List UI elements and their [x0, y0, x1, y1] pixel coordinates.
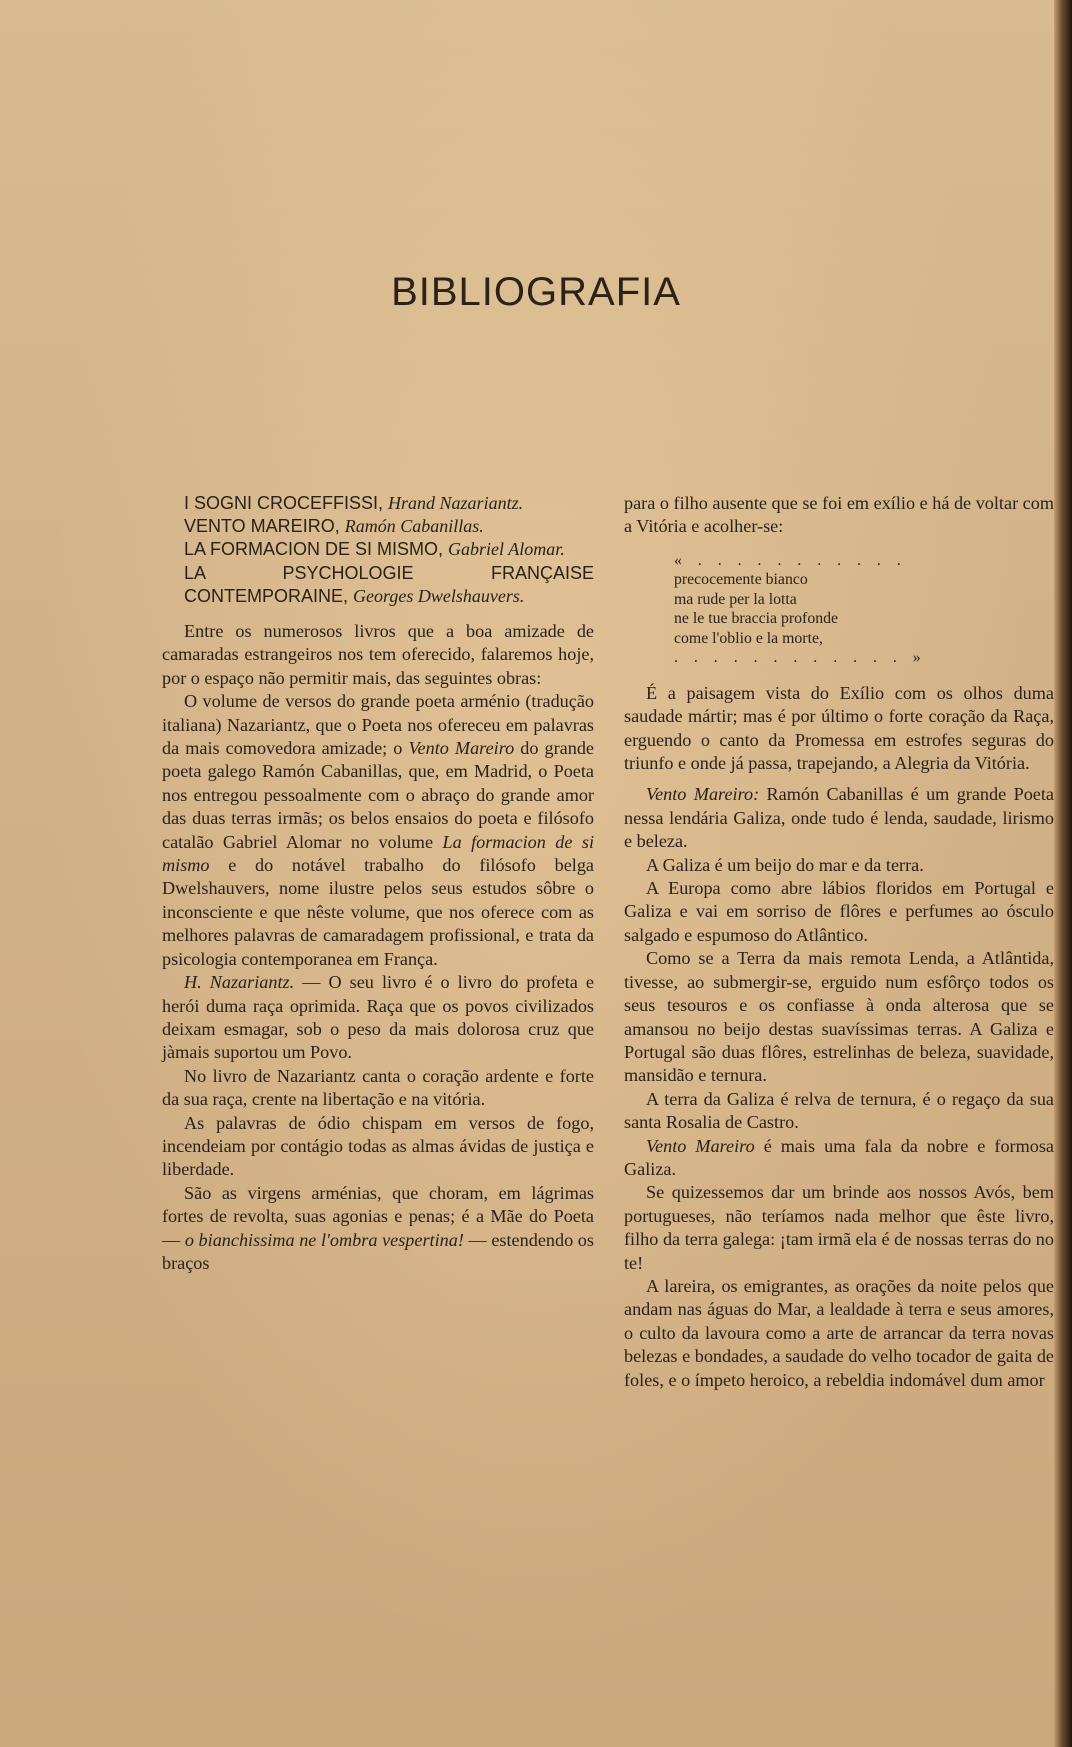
text-run: é mais uma fala da nobre e formosa Galiza. [624, 1135, 1054, 1179]
reference-work: LA FORMACION DE SI MISMO, [184, 539, 444, 560]
poem-close: . . . . . . . . . . . . » [674, 649, 927, 667]
reference-item [162, 492, 594, 515]
paragraph: A terra da Galiza é relva de ternura, é o regaço da sua santa Rosalia de Castro. [624, 1088, 1054, 1133]
paragraph: Entre os numerosos livros que a boa amizade de camaradas estrangeiros nos tem oferecido, falaremos hoje, por o espaço não permitir mais, das seguintes obras: [162, 621, 594, 688]
reference-list [162, 492, 594, 608]
poem-quote [674, 551, 1054, 668]
reference-author: Georges Dwelshauvers. [353, 585, 525, 606]
paragraph: A Galiza é um beijo do mar e da terra. [646, 854, 924, 875]
reference-item [162, 515, 594, 538]
section-lead: Vento Mareiro: [646, 784, 760, 805]
paragraph [162, 1182, 594, 1276]
poem-line: ma rude per la lotta [674, 590, 797, 608]
page-title: BIBLIOGRAFIA [391, 270, 681, 314]
reference-author: Ramón Cabanillas. [344, 516, 484, 537]
reference-work: LA PSYCHOLOGIE FRANÇAISE CONTEMPORAINE, [184, 562, 594, 606]
right-column [624, 492, 1054, 1392]
reference-work: I SOGNI CROCEFFISSI, [184, 493, 384, 513]
paragraph [624, 783, 1054, 853]
page-binding-edge [1054, 0, 1072, 1747]
poem-open: « . . . . . . . . . . . [674, 551, 907, 569]
left-column [162, 492, 594, 1275]
paragraph: Se quizessemos dar um brinde aos nossos Avós, bem portugueses, não teríamos nada melhor que êste livro, filho da terra galega: ¡tam irmã ela é de nossas terras do no te! [624, 1182, 1054, 1273]
book-title: Vento Mareiro [408, 738, 515, 759]
paragraph: A Europa como abre lábios floridos em Portugal e Galiza e vai em sorriso de flôres e perfumes ao ósculo salgado e espumoso do Atlântico. [624, 878, 1054, 945]
paragraph: para o filho ausente que se foi em exílio e há de voltar com a Vitória e acolher-se: [624, 493, 1054, 537]
poem-line: come l'oblio e la morte, [674, 629, 823, 647]
paragraph: As palavras de ódio chispam em versos de fogo, incendeiam por contágio todas as almas ávidas de justiça e liberdade. [162, 1112, 594, 1180]
text-run: e do notável trabalho do filósofo belga Dwelshauvers, nome ilustre pelos seus estudos sôbre o inconsciente e que nêste volume, que nos oferece com as melhores palavras de camaradagem profissional, e trata da psicologia contemporanea em França. [162, 855, 594, 969]
text-run: do grande poeta galego Ramón Cabanillas, que, em Madrid, o Poeta nos entregou pessoalmente com o abraço do grande amor das duas terras irmãs; os belos ensaios do poeta e filósofo catalão Gabriel Alomar no volume [162, 738, 594, 852]
book-title: Vento Mareiro [646, 1135, 755, 1156]
reference-author: Hrand Nazariantz. [388, 493, 524, 513]
paragraph [162, 690, 594, 971]
paragraph: A lareira, os emigrantes, as orações da noite pelos que andam nas águas do Mar, a lealdade à terra e seus amores, o culto da lavoura como a arte de arrancar da terra novas belezas e bondades, a saudade do velho tocador de gaita de foles, e o ímpeto heroico, a rebeldia indomável dum amor [624, 1275, 1054, 1390]
book-title: La formacion de si mismo [162, 831, 594, 876]
paragraph: Como se a Terra da mais remota Lenda, a Atlântida, tivesse, ao submergir-se, erguido num esfôrço todos os seus tesouros e os confiasse à onda alterosa que se amansou no beijo destas suavíssimas terras. A Galiza e Portugal são duas flôres, estrelinhas de beleza, suavidade, mansidão e ternura. [624, 948, 1054, 1086]
quotation: o bianchissima ne l'ombra vespertina! [184, 1229, 464, 1250]
paragraph [162, 971, 594, 1065]
text-run: O volume de versos do grande poeta arménio (tradução italiana) Nazariantz, que o Poeta nos ofereceu em palavras da mais comovedora amizade; o [162, 691, 594, 759]
poem-line: ne le tue braccia profonde [674, 610, 839, 628]
reference-item [162, 562, 594, 608]
poem-line: precocemente bianco [674, 571, 808, 589]
reference-work: VENTO MAREIRO, [184, 516, 340, 537]
reference-author: Gabriel Alomar. [448, 539, 565, 560]
reference-item [162, 538, 594, 561]
text-run: São as virgens arménias, que choram, em lágrimas fortes de revolta, suas agonias e penas; é a Mãe do Poeta — [162, 1182, 594, 1250]
text-run: — O seu livro é o livro do profeta e herói duma raça oprimida. Raça que os povos civilizados deixam esmagar, sob o peso da mais dolorosa cruz que jàmais suportou um Povo. [162, 972, 594, 1063]
paragraph: É a paisagem vista do Exílio com os olhos duma saudade mártir; mas é por último o forte coração da Raça, erguendo o canto da Promessa em estrofes seguras do triunfo e onde já passa, trapejando, a Alegria da Vitória. [624, 682, 1054, 774]
paragraph [624, 1135, 1054, 1182]
text-run: Ramón Cabanillas é um grande Poeta nessa lendária Galiza, onde tudo é lenda, saudade, lirismo e beleza. [624, 784, 1054, 852]
text-run: — estendendo os braços [162, 1229, 594, 1273]
paragraph: No livro de Nazariantz canta o coração ardente e forte da sua raça, crente na libertação e na vitória. [162, 1065, 594, 1110]
section-lead: H. Nazariantz. [184, 972, 295, 993]
